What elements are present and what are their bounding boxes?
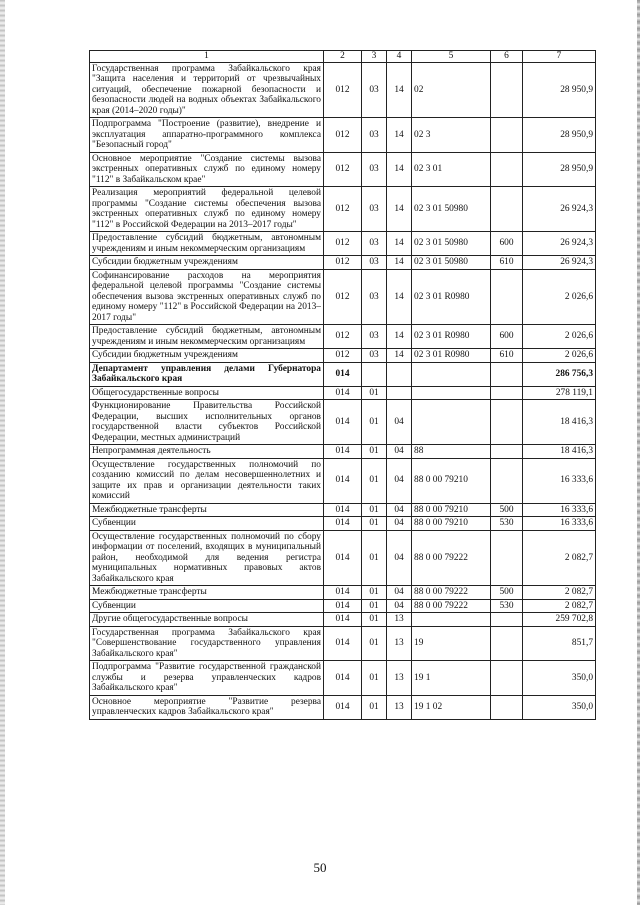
table-row bbox=[90, 599, 596, 613]
row-section-cell: 03 bbox=[362, 256, 387, 270]
table-row bbox=[90, 530, 596, 586]
row-amount-cell: 2 082,7 bbox=[523, 586, 596, 600]
row-amount-cell: 18 416,3 bbox=[523, 400, 596, 445]
row-subsection-cell: 14 bbox=[387, 232, 412, 256]
row-target-article-cell: 88 0 00 79222 bbox=[412, 530, 491, 586]
row-subsection-cell: 04 bbox=[387, 400, 412, 445]
row-section-cell: 03 bbox=[362, 269, 387, 325]
row-name-cell: Непрограммная деятельность bbox=[90, 445, 324, 459]
row-name-cell: Общегосударственные вопросы bbox=[90, 386, 324, 400]
row-target-article-cell: 88 0 00 79210 bbox=[412, 503, 491, 517]
row-expense-type-cell bbox=[491, 613, 523, 627]
row-subsection-cell: 13 bbox=[387, 661, 412, 696]
row-code-cell: 012 bbox=[324, 62, 362, 118]
row-amount-cell: 28 950,9 bbox=[523, 62, 596, 118]
row-name-cell: Реализация мероприятий федеральной целевой программы "Создание системы обеспечения вызова экстренных оперативных служб по единому номеру "112" в Российской Федерации на 2013–2017 годы" bbox=[90, 187, 324, 232]
budget-table bbox=[89, 50, 596, 720]
row-code-cell: 012 bbox=[324, 118, 362, 153]
table-row bbox=[90, 386, 596, 400]
row-name-cell: Подпрограмма "Построение (развитие), внедрение и эксплуатация аппаратно-программного комплекса "Безопасный город" bbox=[90, 118, 324, 153]
row-target-article-cell bbox=[412, 386, 491, 400]
row-section-cell: 01 bbox=[362, 445, 387, 459]
row-amount-cell: 350,0 bbox=[523, 695, 596, 719]
row-code-cell: 014 bbox=[324, 503, 362, 517]
row-expense-type-cell bbox=[491, 458, 523, 503]
row-name-cell: Субвенции bbox=[90, 517, 324, 531]
row-section-cell: 01 bbox=[362, 530, 387, 586]
row-section-cell: 01 bbox=[362, 695, 387, 719]
row-expense-type-cell bbox=[491, 118, 523, 153]
row-expense-type-cell bbox=[491, 269, 523, 325]
row-target-article-cell: 02 3 01 50980 bbox=[412, 187, 491, 232]
row-target-article-cell bbox=[412, 362, 491, 386]
row-code-cell: 012 bbox=[324, 232, 362, 256]
table-row bbox=[90, 400, 596, 445]
row-target-article-cell: 19 1 bbox=[412, 661, 491, 696]
header-cell-5: 5 bbox=[412, 51, 491, 63]
row-code-cell: 012 bbox=[324, 187, 362, 232]
table-row bbox=[90, 325, 596, 349]
row-section-cell: 03 bbox=[362, 62, 387, 118]
table-row bbox=[90, 695, 596, 719]
row-expense-type-cell bbox=[491, 386, 523, 400]
row-name-cell: Межбюджетные трансферты bbox=[90, 503, 324, 517]
row-amount-cell: 2 026,6 bbox=[523, 349, 596, 363]
row-amount-cell: 286 756,3 bbox=[523, 362, 596, 386]
row-subsection-cell: 04 bbox=[387, 530, 412, 586]
row-target-article-cell: 88 0 00 79222 bbox=[412, 586, 491, 600]
row-code-cell: 012 bbox=[324, 325, 362, 349]
row-amount-cell: 2 026,6 bbox=[523, 325, 596, 349]
row-subsection-cell: 04 bbox=[387, 517, 412, 531]
row-expense-type-cell: 600 bbox=[491, 325, 523, 349]
header-cell-3: 3 bbox=[362, 51, 387, 63]
row-name-cell: Другие общегосударственные вопросы bbox=[90, 613, 324, 627]
row-name-cell: Основное мероприятие "Развитие резерва управленческих кадров Забайкальского края" bbox=[90, 695, 324, 719]
row-subsection-cell: 04 bbox=[387, 458, 412, 503]
row-name-cell: Осуществление государственных полномочий по сбору информации от поселений, входящих в муниципальный район, необходимой для ведения регистра муниципальных нормативных правовых актов Забайкальского края bbox=[90, 530, 324, 586]
row-amount-cell: 28 950,9 bbox=[523, 152, 596, 187]
row-subsection-cell: 13 bbox=[387, 626, 412, 661]
table-row bbox=[90, 152, 596, 187]
row-section-cell bbox=[362, 362, 387, 386]
row-expense-type-cell bbox=[491, 187, 523, 232]
row-target-article-cell: 88 0 00 79210 bbox=[412, 517, 491, 531]
table-row bbox=[90, 517, 596, 531]
row-expense-type-cell bbox=[491, 530, 523, 586]
row-section-cell: 01 bbox=[362, 586, 387, 600]
row-target-article-cell bbox=[412, 613, 491, 627]
row-subsection-cell: 14 bbox=[387, 256, 412, 270]
row-expense-type-cell bbox=[491, 362, 523, 386]
row-target-article-cell bbox=[412, 400, 491, 445]
row-expense-type-cell bbox=[491, 445, 523, 459]
row-amount-cell: 16 333,6 bbox=[523, 517, 596, 531]
row-section-cell: 01 bbox=[362, 599, 387, 613]
row-amount-cell: 16 333,6 bbox=[523, 458, 596, 503]
scan-edge-left bbox=[0, 0, 5, 905]
table-row bbox=[90, 362, 596, 386]
row-expense-type-cell: 600 bbox=[491, 232, 523, 256]
row-expense-type-cell: 610 bbox=[491, 256, 523, 270]
row-subsection-cell: 14 bbox=[387, 118, 412, 153]
row-amount-cell: 2 026,6 bbox=[523, 269, 596, 325]
row-subsection-cell: 04 bbox=[387, 586, 412, 600]
row-amount-cell: 259 702,8 bbox=[523, 613, 596, 627]
row-name-cell: Функционирование Правительства Российской Федерации, высших исполнительных органов государственной власти субъектов Российской Федерации, местных администраций bbox=[90, 400, 324, 445]
row-section-cell: 03 bbox=[362, 152, 387, 187]
row-target-article-cell: 02 3 01 R0980 bbox=[412, 269, 491, 325]
row-code-cell: 012 bbox=[324, 152, 362, 187]
header-cell-1: 1 bbox=[90, 51, 324, 63]
row-amount-cell: 2 082,7 bbox=[523, 599, 596, 613]
row-section-cell: 03 bbox=[362, 349, 387, 363]
row-subsection-cell bbox=[387, 386, 412, 400]
row-subsection-cell bbox=[387, 362, 412, 386]
row-target-article-cell: 88 0 00 79210 bbox=[412, 458, 491, 503]
row-subsection-cell: 13 bbox=[387, 695, 412, 719]
table-row bbox=[90, 256, 596, 270]
row-name-cell: Подпрограмма "Развитие государственной гражданской службы и резерва управленческих кадров Забайкальского края" bbox=[90, 661, 324, 696]
row-expense-type-cell: 530 bbox=[491, 517, 523, 531]
header-cell-4: 4 bbox=[387, 51, 412, 63]
table-row bbox=[90, 626, 596, 661]
row-amount-cell: 26 924,3 bbox=[523, 187, 596, 232]
table-row bbox=[90, 62, 596, 118]
row-code-cell: 014 bbox=[324, 626, 362, 661]
row-expense-type-cell: 500 bbox=[491, 586, 523, 600]
row-target-article-cell: 02 3 01 50980 bbox=[412, 232, 491, 256]
row-expense-type-cell bbox=[491, 695, 523, 719]
row-section-cell: 03 bbox=[362, 187, 387, 232]
row-name-cell: Предоставление субсидий бюджетным, автономным учреждениям и иным некоммерческим организациям bbox=[90, 325, 324, 349]
row-subsection-cell: 14 bbox=[387, 62, 412, 118]
row-subsection-cell: 04 bbox=[387, 503, 412, 517]
row-code-cell: 014 bbox=[324, 362, 362, 386]
row-subsection-cell: 14 bbox=[387, 187, 412, 232]
row-name-cell: Основное мероприятие "Создание системы вызова экстренных оперативных служб по единому номеру "112" в Забайкальском крае" bbox=[90, 152, 324, 187]
row-code-cell: 014 bbox=[324, 661, 362, 696]
row-section-cell: 01 bbox=[362, 503, 387, 517]
row-code-cell: 012 bbox=[324, 349, 362, 363]
row-code-cell: 014 bbox=[324, 445, 362, 459]
row-subsection-cell: 04 bbox=[387, 445, 412, 459]
row-name-cell: Субсидии бюджетным учреждениям bbox=[90, 349, 324, 363]
table-row bbox=[90, 458, 596, 503]
row-name-cell: Государственная программа Забайкальского края "Защита населения и территорий от чрезвычайных ситуаций, обеспечение пожарной безопасности и безопасности людей на водных объектах Забайкальского края (2014–2020 годы)" bbox=[90, 62, 324, 118]
row-code-cell: 014 bbox=[324, 458, 362, 503]
row-code-cell: 014 bbox=[324, 517, 362, 531]
header-cell-6: 6 bbox=[491, 51, 523, 63]
row-name-cell: Предоставление субсидий бюджетным, автономным учреждениям и иным некоммерческим организациям bbox=[90, 232, 324, 256]
row-name-cell: Осуществление государственных полномочий по созданию комиссий по делам несовершеннолетних и защите их прав и организации деятельности таких комиссий bbox=[90, 458, 324, 503]
row-expense-type-cell bbox=[491, 661, 523, 696]
row-expense-type-cell: 530 bbox=[491, 599, 523, 613]
row-section-cell: 01 bbox=[362, 613, 387, 627]
table-row bbox=[90, 586, 596, 600]
row-target-article-cell: 02 3 01 R0980 bbox=[412, 349, 491, 363]
row-subsection-cell: 14 bbox=[387, 152, 412, 187]
row-code-cell: 014 bbox=[324, 613, 362, 627]
table-row bbox=[90, 187, 596, 232]
row-amount-cell: 278 119,1 bbox=[523, 386, 596, 400]
row-expense-type-cell: 610 bbox=[491, 349, 523, 363]
row-amount-cell: 18 416,3 bbox=[523, 445, 596, 459]
row-code-cell: 014 bbox=[324, 530, 362, 586]
row-target-article-cell: 88 0 00 79222 bbox=[412, 599, 491, 613]
table-row bbox=[90, 503, 596, 517]
row-amount-cell: 16 333,6 bbox=[523, 503, 596, 517]
row-section-cell: 03 bbox=[362, 232, 387, 256]
table-row bbox=[90, 232, 596, 256]
row-code-cell: 012 bbox=[324, 269, 362, 325]
header-cell-2: 2 bbox=[324, 51, 362, 63]
table-row bbox=[90, 349, 596, 363]
row-target-article-cell: 02 3 01 bbox=[412, 152, 491, 187]
row-section-cell: 01 bbox=[362, 458, 387, 503]
row-section-cell: 01 bbox=[362, 386, 387, 400]
row-name-cell: Департамент управления делами Губернатора Забайкальского края bbox=[90, 362, 324, 386]
table-row bbox=[90, 269, 596, 325]
row-name-cell: Субсидии бюджетным учреждениям bbox=[90, 256, 324, 270]
page-number: 50 bbox=[313, 860, 327, 875]
table-row bbox=[90, 445, 596, 459]
row-target-article-cell: 02 3 01 50980 bbox=[412, 256, 491, 270]
row-amount-cell: 350,0 bbox=[523, 661, 596, 696]
row-subsection-cell: 14 bbox=[387, 349, 412, 363]
row-target-article-cell: 02 3 01 R0980 bbox=[412, 325, 491, 349]
row-target-article-cell: 19 bbox=[412, 626, 491, 661]
row-subsection-cell: 14 bbox=[387, 325, 412, 349]
row-amount-cell: 2 082,7 bbox=[523, 530, 596, 586]
row-expense-type-cell bbox=[491, 62, 523, 118]
row-expense-type-cell: 500 bbox=[491, 503, 523, 517]
row-name-cell: Софинансирование расходов на мероприятия федеральной целевой программы "Создание системы обеспечения вызова экстренных оперативных служб по единому номеру "112" в Российской Федерации на 2013–2017 годы" bbox=[90, 269, 324, 325]
budget-table-body bbox=[90, 51, 596, 720]
row-target-article-cell: 02 3 bbox=[412, 118, 491, 153]
row-name-cell: Межбюджетные трансферты bbox=[90, 586, 324, 600]
row-amount-cell: 26 924,3 bbox=[523, 232, 596, 256]
row-name-cell: Субвенции bbox=[90, 599, 324, 613]
row-code-cell: 014 bbox=[324, 599, 362, 613]
row-section-cell: 03 bbox=[362, 118, 387, 153]
row-expense-type-cell bbox=[491, 400, 523, 445]
row-code-cell: 014 bbox=[324, 695, 362, 719]
row-target-article-cell: 02 bbox=[412, 62, 491, 118]
row-section-cell: 03 bbox=[362, 325, 387, 349]
row-subsection-cell: 14 bbox=[387, 269, 412, 325]
row-code-cell: 014 bbox=[324, 386, 362, 400]
row-amount-cell: 28 950,9 bbox=[523, 118, 596, 153]
row-code-cell: 014 bbox=[324, 400, 362, 445]
row-target-article-cell: 88 bbox=[412, 445, 491, 459]
row-section-cell: 01 bbox=[362, 626, 387, 661]
row-amount-cell: 26 924,3 bbox=[523, 256, 596, 270]
row-code-cell: 012 bbox=[324, 256, 362, 270]
row-section-cell: 01 bbox=[362, 517, 387, 531]
row-name-cell: Государственная программа Забайкальского края "Совершенствование государственного управления Забайкальского края" bbox=[90, 626, 324, 661]
row-subsection-cell: 13 bbox=[387, 613, 412, 627]
row-amount-cell: 851,7 bbox=[523, 626, 596, 661]
header-cell-7: 7 bbox=[523, 51, 596, 63]
row-subsection-cell: 04 bbox=[387, 599, 412, 613]
row-expense-type-cell bbox=[491, 626, 523, 661]
table-row bbox=[90, 613, 596, 627]
row-target-article-cell: 19 1 02 bbox=[412, 695, 491, 719]
header-row bbox=[90, 51, 596, 63]
row-section-cell: 01 bbox=[362, 400, 387, 445]
row-code-cell: 014 bbox=[324, 586, 362, 600]
row-expense-type-cell bbox=[491, 152, 523, 187]
table-row bbox=[90, 118, 596, 153]
table-row bbox=[90, 661, 596, 696]
row-section-cell: 01 bbox=[362, 661, 387, 696]
